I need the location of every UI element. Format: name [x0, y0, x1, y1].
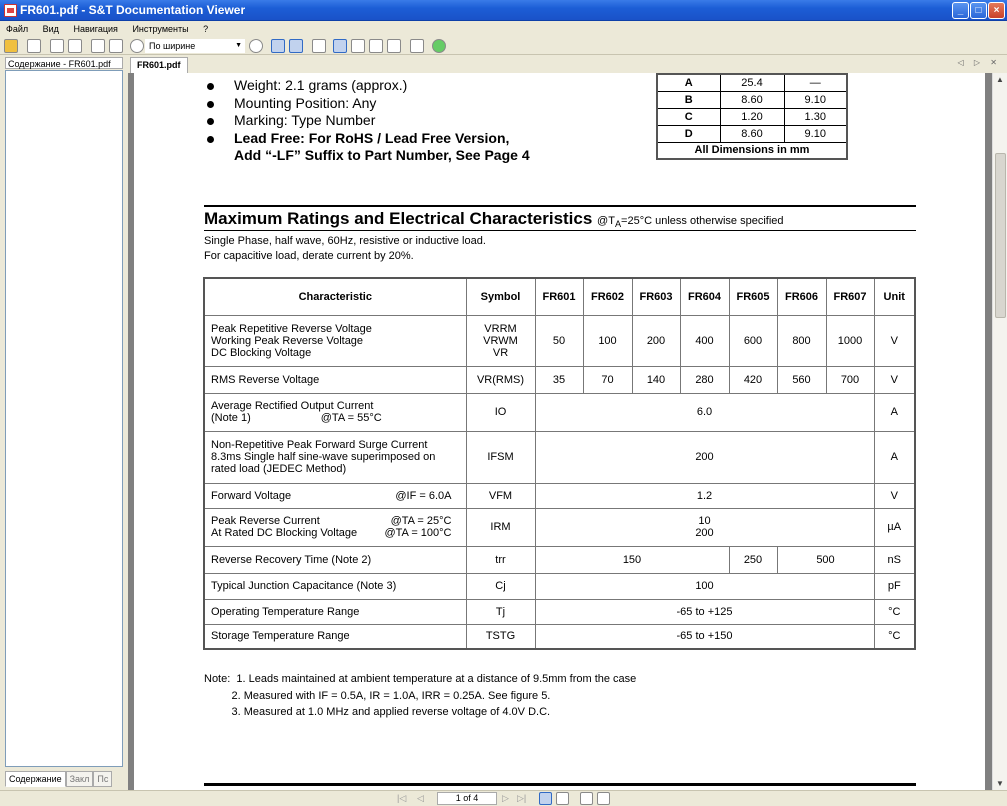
app-pdf-icon: [4, 4, 17, 17]
refresh-icon[interactable]: [432, 39, 446, 53]
single-page-view-icon[interactable]: [539, 792, 552, 805]
cell-symbol: TSTG: [466, 624, 535, 649]
prev-page-icon[interactable]: ◁: [417, 793, 424, 803]
cell-value: 100: [583, 315, 632, 366]
cell-value: 420: [729, 366, 777, 393]
section-title: [204, 209, 784, 229]
table-row: [204, 599, 915, 624]
print-icon[interactable]: [27, 39, 41, 53]
cell-value: 400: [680, 315, 729, 366]
ratings-table: [203, 277, 916, 650]
col-characteristic: Characteristic: [204, 278, 466, 315]
dim-label: C: [657, 108, 720, 125]
cell-characteristic: Peak Repetitive Reverse Voltage Working Peak Reverse Voltage DC Blocking Voltage: [204, 315, 466, 366]
menu-file[interactable]: Файл: [6, 24, 29, 34]
close-button[interactable]: ×: [988, 2, 1005, 19]
table-header-row: [204, 278, 915, 315]
dim-max: 9.10: [784, 91, 847, 108]
section-rule-top: [204, 205, 916, 207]
first-page-icon[interactable]: |◁: [397, 793, 407, 803]
list-item: Marking: Type Number: [204, 112, 530, 130]
cell-characteristic: Average Rectified Output Current (Note 1) @TA = 55°C: [204, 393, 466, 431]
dim-max: 9.10: [784, 125, 847, 142]
cell-unit: V: [874, 315, 915, 366]
cell-characteristic: Typical Junction Capacitance (Note 3): [204, 573, 466, 599]
col-fr603: FR603: [632, 278, 680, 315]
note-1: Note: 1. Leads maintained at ambient temperature at a distance of 9.5mm from the case: [204, 673, 637, 685]
cell-value: 100: [535, 573, 874, 599]
dim-min: 8.60: [720, 125, 784, 142]
last-page-icon[interactable]: ▷|: [517, 793, 527, 803]
outline-title: Содержание - FR601.pdf: [5, 57, 123, 69]
cell-characteristic: Peak Reverse Current @TA = 25°C At Rated DC Blocking Voltage @TA = 100°C: [204, 508, 466, 546]
minimize-button[interactable]: _: [952, 2, 969, 19]
col-fr602: FR602: [583, 278, 632, 315]
tab-contents[interactable]: Содержание: [5, 771, 66, 787]
maximize-button[interactable]: □: [970, 2, 987, 19]
load-note-1: Single Phase, half wave, 60Hz, resistive or inductive load.: [204, 235, 486, 247]
table-row: [204, 546, 915, 573]
page-bottom-rule: [204, 783, 916, 786]
cell-unit: °C: [874, 599, 915, 624]
save-icon[interactable]: [68, 39, 82, 53]
tab-nav-icons[interactable]: ◁ ▷ ✕: [957, 58, 1001, 67]
dim-label: D: [657, 125, 720, 142]
table-row: [204, 315, 915, 366]
section-rule-bottom: [204, 230, 916, 231]
col-fr604: FR604: [680, 278, 729, 315]
dim-max: 1.30: [784, 108, 847, 125]
grid-view-icon[interactable]: [556, 792, 569, 805]
tab-document[interactable]: FR601.pdf: [130, 57, 188, 73]
cell-value: 200: [632, 315, 680, 366]
feature-list: [204, 77, 530, 165]
zoom-select[interactable]: [145, 39, 245, 53]
panel-tabs: [5, 771, 123, 787]
menu-navigation[interactable]: Навигация: [73, 24, 118, 34]
list-item: Weight: 2.1 grams (approx.): [204, 77, 530, 95]
tab-search[interactable]: Пс: [93, 771, 112, 787]
cell-value: 500: [777, 546, 874, 573]
forward-icon[interactable]: [597, 792, 610, 805]
cell-characteristic: Operating Temperature Range: [204, 599, 466, 624]
zoom-value: По ширине: [149, 41, 196, 51]
select-image-icon[interactable]: [387, 39, 401, 53]
dim-min: 1.20: [720, 108, 784, 125]
export-icon[interactable]: [50, 39, 64, 53]
cell-value: 700: [826, 366, 874, 393]
cell-value: 50: [535, 315, 583, 366]
select-text-icon[interactable]: [351, 39, 365, 53]
zoom-out-icon[interactable]: [130, 39, 144, 53]
cell-unit: °C: [874, 624, 915, 649]
copy-icon[interactable]: [91, 39, 105, 53]
table-row: [204, 393, 915, 431]
cell-characteristic: Non-Repetitive Peak Forward Surge Current 8.3ms Single half sine-wave superimposed on rated load (JEDEC Method): [204, 431, 466, 483]
table-row: [204, 431, 915, 483]
window-title: FR601.pdf - S&T Documentation Viewer: [20, 3, 246, 17]
menu-view[interactable]: Вид: [42, 24, 59, 34]
dim-footer: All Dimensions in mm: [657, 142, 847, 159]
col-fr605: FR605: [729, 278, 777, 315]
cell-symbol: IFSM: [466, 431, 535, 483]
list-item: Lead Free: For RoHS / Lead Free Version,: [204, 130, 530, 148]
document-viewer[interactable]: [128, 73, 992, 790]
chevron-down-icon: ▼: [235, 42, 242, 49]
col-fr606: FR606: [777, 278, 826, 315]
tab-bookmarks[interactable]: Закл: [66, 771, 94, 787]
cell-characteristic: Reverse Recovery Time (Note 2): [204, 546, 466, 573]
cell-characteristic: Storage Temperature Range: [204, 624, 466, 649]
menu-bar: [0, 21, 1007, 37]
cell-characteristic: Forward Voltage @IF = 6.0A: [204, 483, 466, 508]
cell-symbol: VRRM VRWM VR: [466, 315, 535, 366]
title-bar: [0, 0, 1007, 21]
cell-value: -65 to +150: [535, 624, 874, 649]
pages-icon[interactable]: [410, 39, 424, 53]
cell-symbol: VFM: [466, 483, 535, 508]
cell-value: 35: [535, 366, 583, 393]
cell-symbol: VR(RMS): [466, 366, 535, 393]
cell-value: 140: [632, 366, 680, 393]
paste-icon[interactable]: [109, 39, 123, 53]
table-row: [204, 508, 915, 546]
cell-symbol: Tj: [466, 599, 535, 624]
vertical-scrollbar[interactable]: [992, 73, 1007, 790]
notes: [204, 671, 636, 721]
cell-value: 1000: [826, 315, 874, 366]
status-bar: [0, 790, 1007, 806]
hand-tool-icon[interactable]: [333, 39, 347, 53]
cell-unit: A: [874, 431, 915, 483]
cell-unit: V: [874, 483, 915, 508]
cell-value: 150: [535, 546, 729, 573]
cell-unit: µA: [874, 508, 915, 546]
document-tabs: [126, 55, 1007, 73]
cell-unit: nS: [874, 546, 915, 573]
col-fr601: FR601: [535, 278, 583, 315]
single-page-icon[interactable]: [271, 39, 285, 53]
load-note-2: For capacitive load, derate current by 20%.: [204, 250, 414, 262]
cell-value: -65 to +125: [535, 599, 874, 624]
open-folder-icon[interactable]: [4, 39, 18, 53]
dim-min: 25.4: [720, 74, 784, 91]
back-icon[interactable]: [580, 792, 593, 805]
list-item: Mounting Position: Any: [204, 95, 530, 113]
cell-symbol: Cj: [466, 573, 535, 599]
table-row: [204, 573, 915, 599]
continuous-page-icon[interactable]: [289, 39, 303, 53]
snapshot-icon[interactable]: [369, 39, 383, 53]
cell-unit: A: [874, 393, 915, 431]
scroll-down-icon[interactable]: ▼: [996, 779, 1004, 788]
cell-value: 250: [729, 546, 777, 573]
section-heading: Maximum Ratings and Electrical Characteristics: [204, 209, 593, 228]
cell-value: 800: [777, 315, 826, 366]
outline-tree[interactable]: [5, 70, 123, 767]
cell-symbol: IRM: [466, 508, 535, 546]
cell-value: 10 200: [535, 508, 874, 546]
cell-symbol: IO: [466, 393, 535, 431]
toolbar: [0, 37, 1007, 55]
pdf-page: [134, 73, 985, 790]
cell-value: 70: [583, 366, 632, 393]
next-page-icon[interactable]: ▷: [502, 793, 509, 803]
find-icon[interactable]: [312, 39, 326, 53]
menu-tools[interactable]: Инструменты: [132, 24, 189, 34]
cell-unit: pF: [874, 573, 915, 599]
cell-value: 1.2: [535, 483, 874, 508]
cell-value: 600: [729, 315, 777, 366]
section-condition: $@T_A=25^\circ C$ unless otherwise specified: [597, 215, 784, 230]
left-panel: [0, 55, 126, 790]
page-indicator[interactable]: 1 of 4: [437, 792, 497, 805]
cell-value: 6.0: [535, 393, 874, 431]
dim-max: —: [784, 74, 847, 91]
cell-value: 200: [535, 431, 874, 483]
scroll-up-icon[interactable]: ▲: [996, 75, 1004, 84]
note-3: 3. Measured at 1.0 MHz and applied reverse voltage of 4.0V D.C.: [204, 706, 551, 718]
zoom-in-icon[interactable]: [249, 39, 263, 53]
dim-label: A: [657, 74, 720, 91]
cell-value: 560: [777, 366, 826, 393]
list-item: Add “-LF” Suffix to Part Number, See Page 4: [234, 147, 530, 163]
menu-help[interactable]: ?: [203, 24, 209, 34]
cell-symbol: trr: [466, 546, 535, 573]
cell-characteristic: RMS Reverse Voltage: [204, 366, 466, 393]
col-symbol: Symbol: [466, 278, 535, 315]
cell-value: 280: [680, 366, 729, 393]
dim-min: 8.60: [720, 91, 784, 108]
col-unit: Unit: [874, 278, 915, 315]
note-2: 2. Measured with IF = 0.5A, IR = 1.0A, IRR = 0.25A. See figure 5.: [204, 689, 551, 702]
dimensions-table: [656, 73, 848, 160]
dim-label: B: [657, 91, 720, 108]
table-row: [204, 624, 915, 649]
col-fr607: FR607: [826, 278, 874, 315]
table-row: [204, 483, 915, 508]
cell-unit: V: [874, 366, 915, 393]
table-row: [204, 366, 915, 393]
scroll-thumb[interactable]: [995, 153, 1006, 318]
